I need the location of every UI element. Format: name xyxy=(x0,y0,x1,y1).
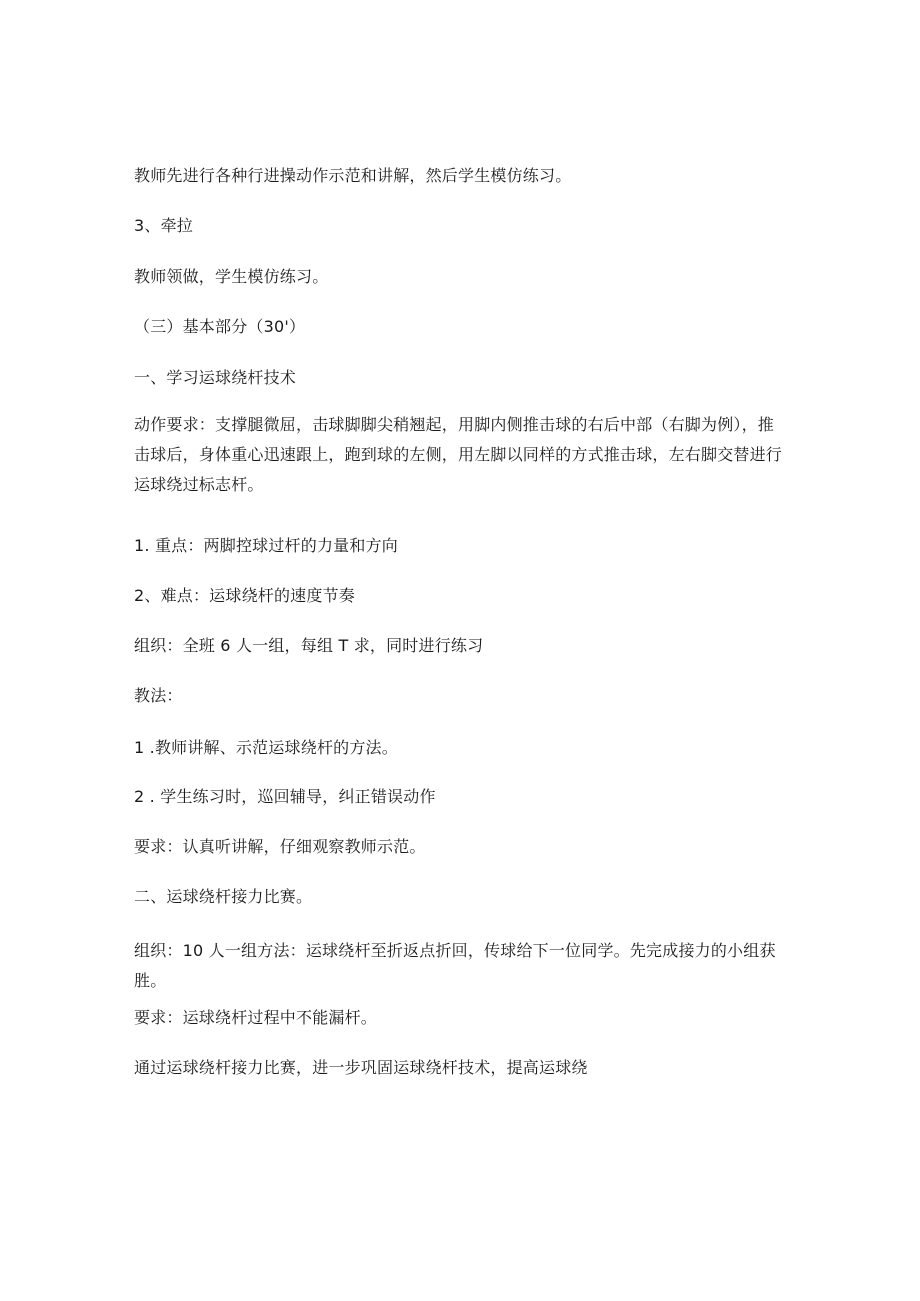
paragraph-relay-purpose: 通过运球绕杆接力比赛，进一步巩固运球绕杆技术，提高运球绕 xyxy=(134,1058,588,1077)
heading-basic-part: （三）基本部分（30'） xyxy=(134,317,306,336)
paragraph-relay-organization: 组织：10 人一组方法：运球绕杆至折返点折回，传球给下一位同学。先完成接力的小组获胜。 xyxy=(134,941,776,990)
paragraph-organization-groups: 组织：全班 6 人一组，每组 T 求，同时进行练习 xyxy=(134,636,484,655)
paragraph-requirement-no-miss: 要求：运球绕杆过程中不能漏杆。 xyxy=(134,1008,378,1027)
paragraph-difficulty: 2、难点：运球绕杆的速度节奏 xyxy=(134,586,355,605)
paragraph-demo-explanation: 教师先进行各种行进操动作示范和讲解，然后学生模仿练习。 xyxy=(134,166,572,185)
heading-teaching-method: 教法： xyxy=(134,686,183,705)
heading-dribble-technique: 一、学习运球绕杆技术 xyxy=(134,368,297,387)
paragraph-key-point: 1. 重点：两脚控球过杆的力量和方向 xyxy=(134,536,398,555)
paragraph-requirement-listen: 要求：认真听讲解，仔细观察教师示范。 xyxy=(134,837,426,856)
paragraph-method-2: 2 . 学生练习时，巡回辅导，纠正错误动作 xyxy=(134,787,436,806)
paragraph-teacher-lead: 教师领做，学生模仿练习。 xyxy=(134,267,329,286)
heading-relay-race: 二、运球绕杆接力比赛。 xyxy=(134,887,313,906)
paragraph-method-1: 1 .教师讲解、示范运球绕杆的方法。 xyxy=(134,738,398,757)
heading-stretching: 3、牵拉 xyxy=(134,216,193,235)
paragraph-action-requirements: 动作要求：支撑腿微屈，击球脚脚尖稍翘起，用脚内侧推击球的右后中部（右脚为例），推击球后，身体重心迅速跟上，跑到球的左侧，用左脚以同样的方式推击球，左右脚交替进行运球绕过标志杆。 xyxy=(134,415,783,494)
